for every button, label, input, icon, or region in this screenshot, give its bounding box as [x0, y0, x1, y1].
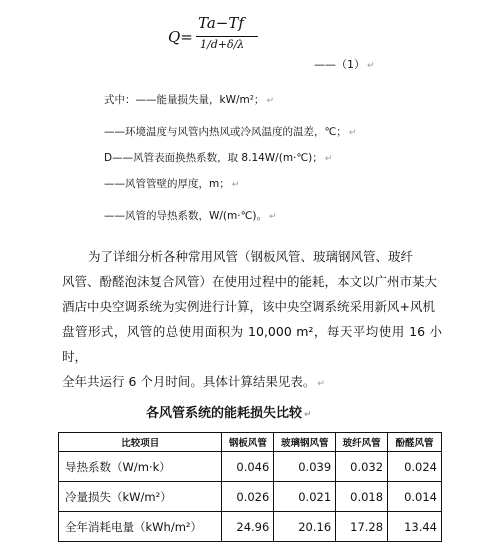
header-cell: 玻璃钢风管: [274, 433, 336, 452]
table-cell: 24.96: [222, 512, 274, 542]
table-cell: 0.046: [222, 452, 274, 482]
definition-d: [104, 150, 332, 165]
equation-number: [314, 56, 375, 72]
row-label: 冷量损失（kW/m²）: [59, 482, 222, 512]
table-row: [59, 482, 442, 512]
formula-numerator: Ta−Tf: [198, 14, 244, 32]
formula: [168, 4, 288, 68]
paragraph-mark-icon: ↵: [348, 128, 357, 138]
table-row: [59, 452, 442, 482]
paragraph-mark-icon: ↵: [304, 410, 312, 420]
body-paragraph: [62, 244, 442, 397]
table-header-row: [59, 433, 442, 452]
table-title-text: 各风管系统的能耗损失比较: [146, 406, 303, 421]
table-cell: 0.039: [274, 452, 336, 482]
row-label: 导热系数（W/m·k）: [59, 452, 222, 482]
table-cell: 0.014: [388, 482, 442, 512]
paragraph-mark-icon: ↵: [317, 379, 325, 389]
definition-t: [104, 124, 356, 139]
formula-denominator: 1/d+δ/λ: [200, 38, 245, 51]
definition-lambda: [104, 208, 277, 223]
comparison-table: [58, 432, 442, 542]
paragraph-mark-icon: ↵: [231, 180, 240, 190]
header-cell: 玻纤风管: [336, 433, 388, 452]
paragraph-mark-icon: ↵: [266, 96, 274, 106]
table-cell: 0.021: [274, 482, 336, 512]
row-label: 全年消耗电量（kWh/m²）: [59, 512, 222, 542]
table-cell: 17.28: [336, 512, 388, 542]
header-cell: 钢板风管: [222, 433, 274, 452]
paragraph-mark-icon: ↵: [367, 61, 375, 71]
table-cell: 0.026: [222, 482, 274, 512]
table-cell: 0.024: [388, 452, 442, 482]
fraction-bar: [196, 36, 258, 37]
equation-number-text: ——（1）: [314, 58, 365, 71]
table-cell: 0.032: [336, 452, 388, 482]
table-title: [146, 402, 312, 421]
paragraph-line: 酒店中央空调系统为实例进行计算，该中央空调系统采用新风+风机: [62, 299, 435, 314]
paragraph-mark-icon: ↵: [324, 154, 333, 164]
definition-delta: [104, 176, 239, 191]
formula-lhs: Q=: [168, 28, 193, 46]
definition-q: [104, 92, 274, 107]
definition-text: D——风管表面换热系数，取 8.14W/(m·℃)；: [104, 152, 323, 164]
table-row: [59, 512, 442, 542]
paragraph-line: 为了详细分析各种常用风管（钢板风管、玻璃钢风管、玻纤: [88, 249, 414, 264]
table-cell: 20.16: [274, 512, 336, 542]
paragraph-line: 盘管形式，风管的总使用面积为 10,000 m²，每天平均使用 16 小时，: [62, 324, 442, 364]
header-cell: 酚醛风管: [388, 433, 442, 452]
definition-text: 式中：——能量损失量，kW/m²；: [104, 94, 265, 106]
table-cell: 0.018: [336, 482, 388, 512]
paragraph-mark-icon: ↵: [268, 212, 277, 222]
paragraph-line: 全年共运行 6 个月时间。具体计算结果见表。 ↵: [62, 374, 325, 389]
header-cell: 比较项目: [59, 433, 222, 452]
paragraph-line: 风管、酚醛泡沫复合风管）在使用过程中的能耗，本文以广州市某大: [62, 274, 438, 289]
table-cell: 13.44: [388, 512, 442, 542]
definition-text: ——环境温度与风管内热风或冷风温度的温差，℃；: [104, 126, 347, 138]
definition-text: ——风管管壁的厚度，m；: [104, 178, 230, 190]
definition-text: ——风管的导热系数，W/(m·℃)。: [104, 210, 267, 222]
